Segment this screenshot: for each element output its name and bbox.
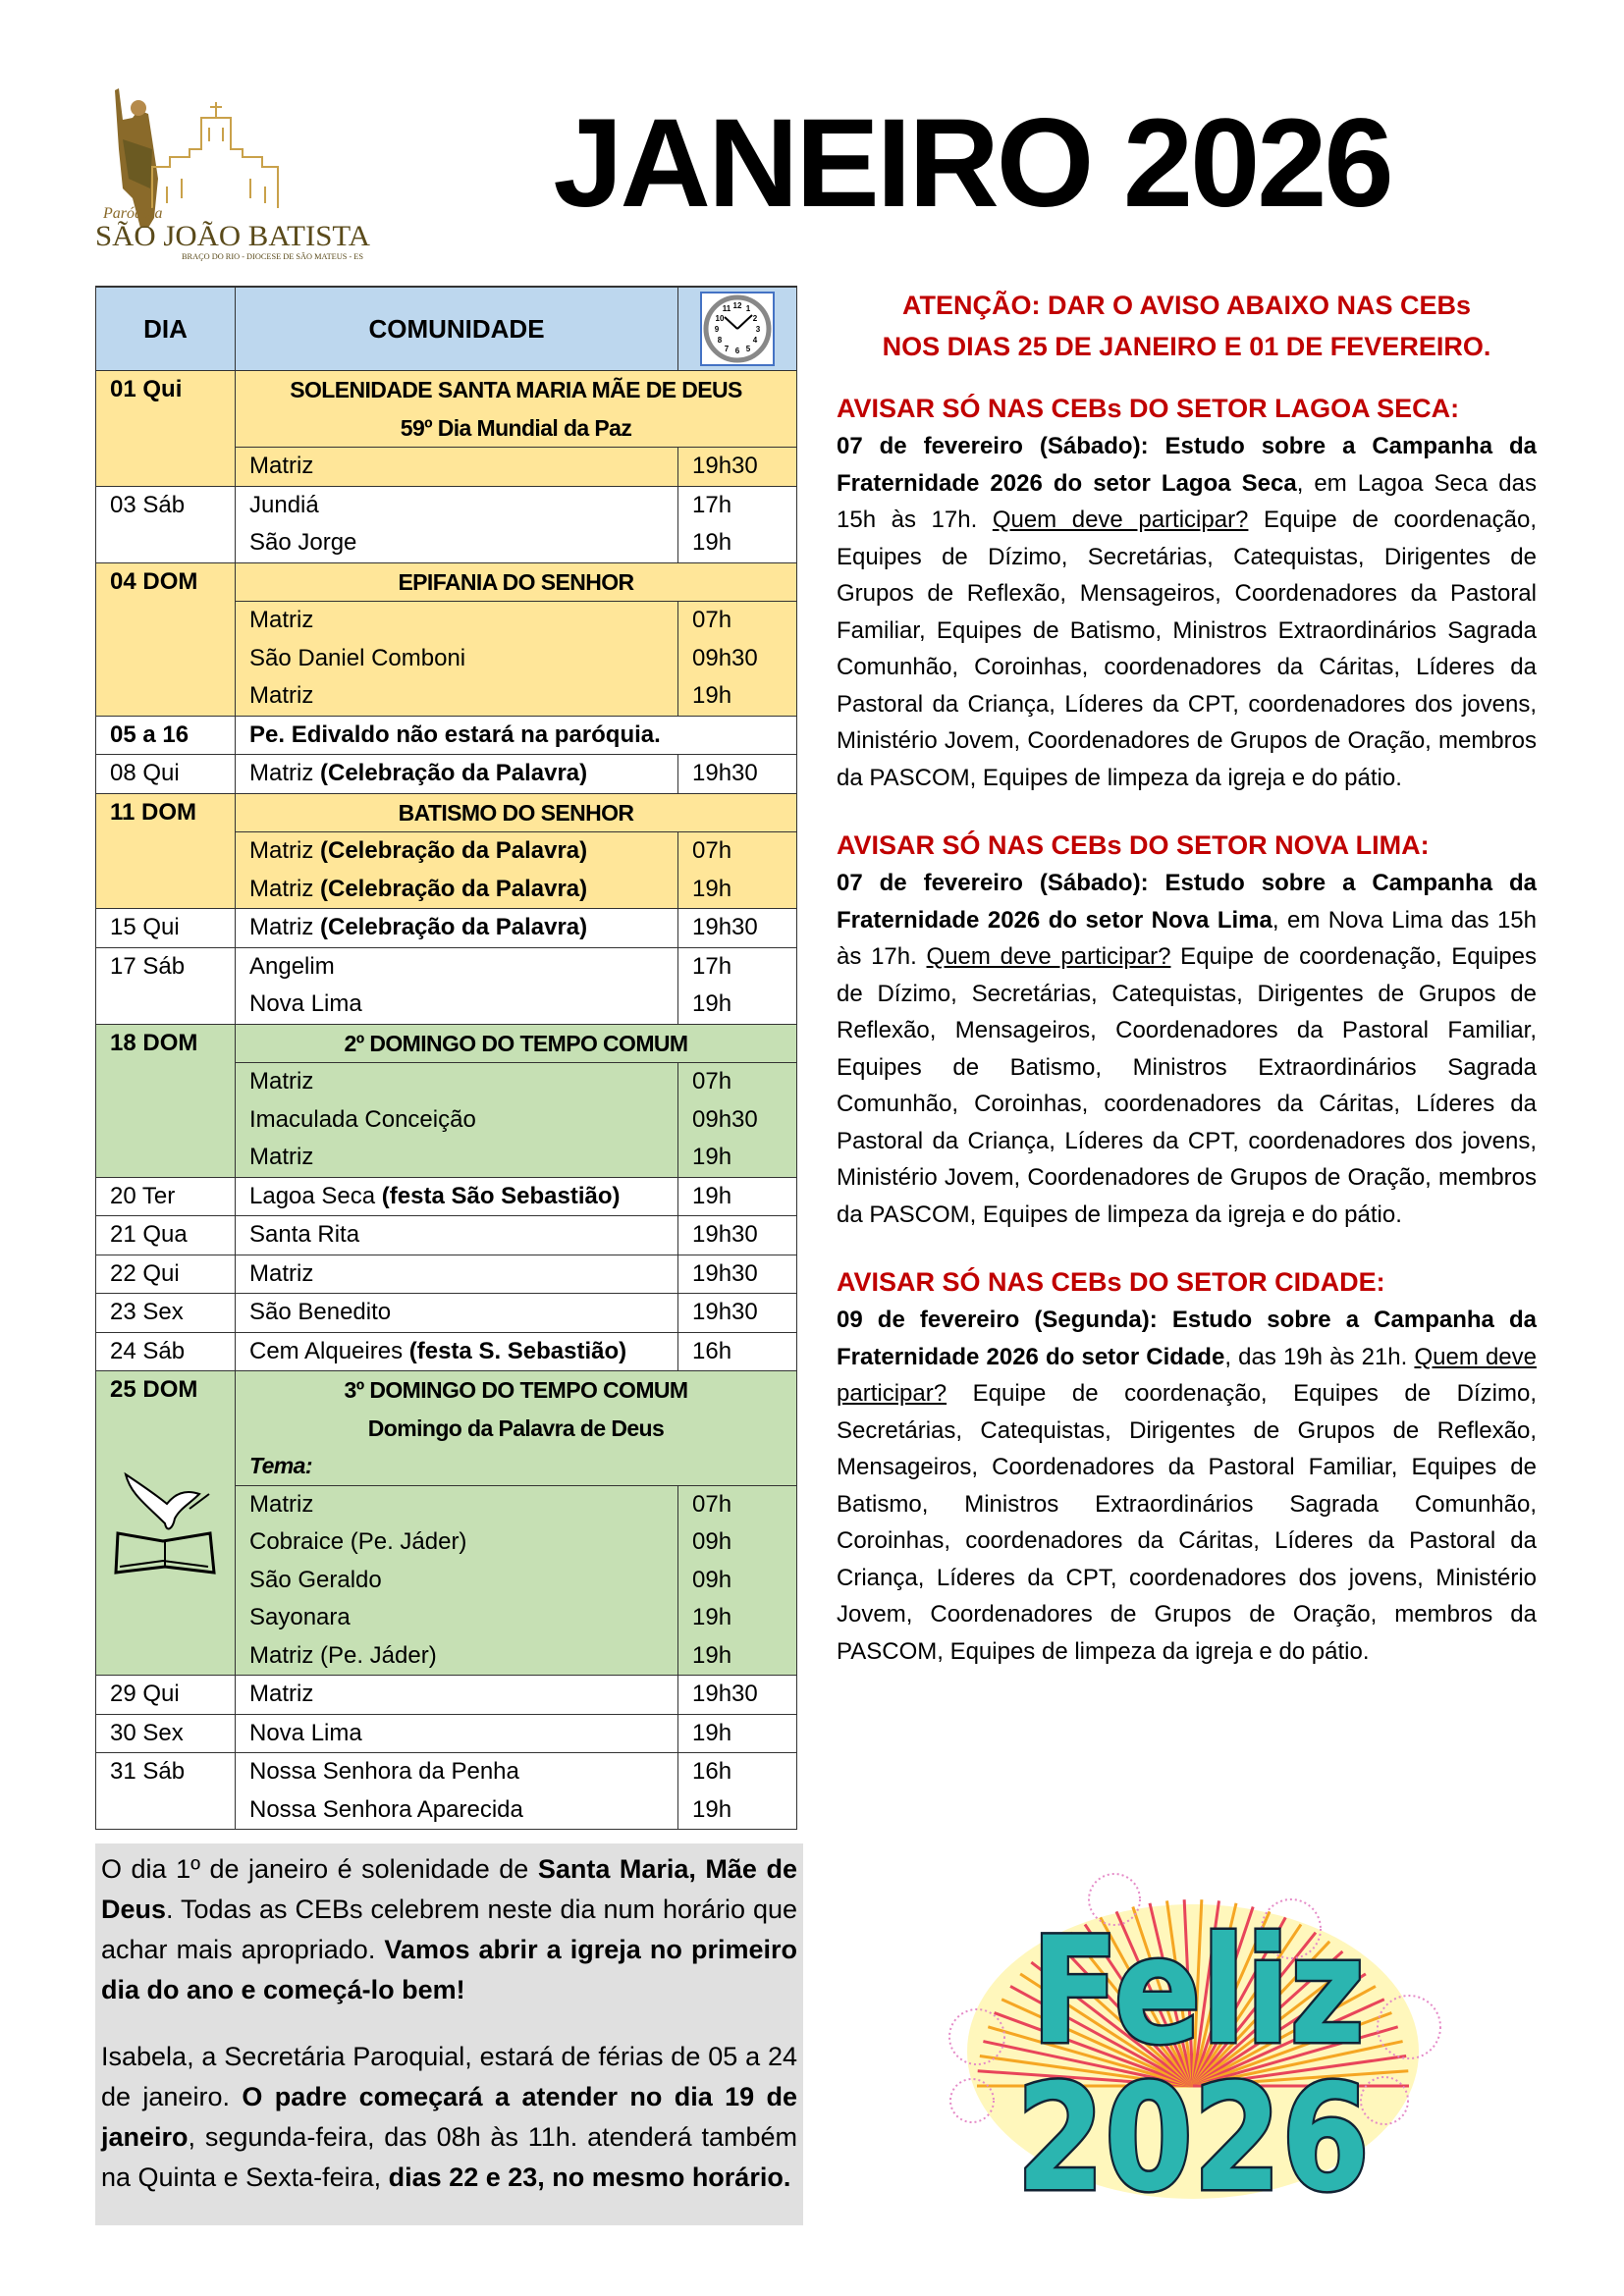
group-heading — [236, 371, 796, 448]
bold-text: 07 de fevereiro (Sábado): Estudo sobre a Campanha da Fraternidade 2026 do setor Lagoa Seca — [837, 433, 1537, 497]
community-name — [236, 487, 678, 525]
link-text: Quem deve participar? — [992, 507, 1249, 533]
community-name — [236, 1676, 678, 1714]
community-label: Nossa Senhora da Penha — [249, 1758, 519, 1785]
schedule-entry — [236, 986, 796, 1024]
mass-time: 19h — [692, 1182, 732, 1209]
group-content — [236, 1371, 796, 1675]
logo-text-paroquia: Paróquia — [103, 205, 163, 222]
text: , em Lagoa Seca das 15h às 17h. — [837, 469, 1537, 533]
group-content — [236, 371, 796, 486]
parish-logo — [93, 80, 373, 267]
greeting-line2: 2026 — [1016, 2054, 1370, 2218]
community-label: São Benedito — [249, 1299, 392, 1325]
community-label: Matriz — [249, 607, 314, 633]
mass-time: 19h — [692, 1719, 732, 1746]
mass-time: 07h — [692, 607, 732, 633]
schedule-entry — [236, 1139, 796, 1177]
community-name — [236, 1486, 678, 1524]
community-note: (festa S. Sebastião) — [408, 1337, 627, 1364]
mass-time: 09h30 — [692, 644, 758, 671]
schedule-group — [96, 1676, 796, 1715]
community-name — [236, 1562, 678, 1600]
text: , das 19h às 21h. — [1224, 1343, 1415, 1370]
group-content — [236, 1216, 796, 1255]
day-label: 29 Qui — [110, 1681, 180, 1707]
group-content — [236, 487, 796, 562]
bold-text: Santa Maria, Mãe de Deus — [101, 1854, 797, 1924]
community-name — [236, 1255, 678, 1294]
community-name — [236, 909, 678, 947]
day-cell — [96, 1255, 236, 1294]
mass-time: 07h — [692, 1068, 732, 1095]
community-label: São Daniel Comboni — [249, 644, 466, 671]
mass-time: 07h — [692, 1490, 732, 1518]
community-label: Matriz — [249, 914, 320, 940]
schedule-group — [96, 1753, 796, 1829]
schedule-entry — [236, 1178, 796, 1216]
logo-text-name: SÃO JOÃO BATISTA — [95, 220, 371, 252]
day-cell — [96, 1333, 236, 1371]
bold-text: O padre começará a atender no dia 19 de janeiro — [101, 2082, 797, 2152]
day-cell — [96, 909, 236, 947]
schedule-entry — [236, 755, 796, 793]
schedule-entry — [236, 1676, 796, 1714]
section-body — [837, 428, 1537, 796]
group-content — [236, 1294, 796, 1332]
community-label: Imaculada Conceição — [249, 1105, 476, 1133]
community-label: Matriz — [249, 1144, 314, 1170]
mass-time: 17h — [692, 952, 732, 980]
attention-line: NOS DIAS 25 DE JANEIRO E 01 DE FEVEREIRO. — [882, 332, 1491, 361]
day-cell — [96, 487, 236, 562]
community-label: São Geraldo — [249, 1566, 382, 1593]
community-name — [236, 871, 678, 909]
day-label: 01 Qui — [110, 376, 183, 402]
schedule-group — [96, 1178, 796, 1217]
schedule-group — [96, 755, 796, 794]
day-cell — [96, 948, 236, 1024]
schedule-entry — [236, 832, 796, 871]
schedule-entry — [236, 1715, 796, 1753]
svg-text:11: 11 — [722, 304, 731, 313]
announcement-section — [837, 826, 1537, 1233]
day-cell — [96, 371, 236, 486]
community-label: Matriz — [249, 875, 320, 902]
schedule-group — [96, 948, 796, 1025]
community-label: Matriz — [249, 1068, 314, 1095]
community-name — [236, 986, 678, 1024]
mass-time: 19h — [692, 1604, 732, 1630]
day-label: 22 Qui — [110, 1259, 180, 1287]
section-body — [837, 865, 1537, 1233]
section-body — [837, 1302, 1537, 1670]
mass-time: 19h30 — [692, 1299, 758, 1325]
community-label: Matriz — [249, 1259, 314, 1287]
community-name — [236, 1753, 678, 1791]
mass-time: 19h30 — [692, 760, 758, 786]
schedule-entry — [236, 1637, 796, 1676]
schedule-entry — [236, 1255, 796, 1294]
svg-text:6: 6 — [734, 347, 740, 355]
schedule-entry — [236, 487, 796, 525]
day-cell — [96, 563, 236, 716]
schedule-header — [96, 288, 796, 371]
group-content — [236, 1333, 796, 1371]
day-label: 08 Qui — [110, 760, 180, 786]
community-label: Cem Alqueires — [249, 1337, 409, 1364]
day-cell — [96, 1294, 236, 1332]
community-name — [236, 677, 678, 716]
announcement-section — [837, 389, 1537, 796]
mass-time: 07h — [692, 837, 732, 864]
svg-text:12: 12 — [732, 301, 742, 310]
day-label: 04 DOM — [110, 567, 198, 595]
day-cell — [96, 1216, 236, 1255]
day-cell — [96, 1715, 236, 1753]
day-label: 20 Ter — [110, 1182, 176, 1209]
day-label: 18 DOM — [110, 1029, 198, 1056]
greeting-line1: Feliz — [1031, 1906, 1365, 2077]
community-label: Sayonara — [249, 1604, 351, 1630]
day-label: 25 DOM — [110, 1376, 198, 1403]
community-name — [236, 1216, 678, 1255]
day-cell — [96, 1676, 236, 1714]
schedule-entry — [236, 1523, 796, 1562]
day-cell — [96, 794, 236, 909]
community-label: Angelim — [249, 952, 335, 980]
header-day: DIA — [96, 288, 236, 370]
schedule-group — [96, 1294, 796, 1333]
schedule-entry — [236, 1294, 796, 1332]
logo-text-diocese: BRAÇO DO RIO - DIOCESE DE SÃO MATEUS - ES — [182, 252, 357, 261]
svg-text:2: 2 — [752, 314, 758, 323]
schedule-entry — [236, 1753, 796, 1791]
group-heading — [236, 1025, 796, 1064]
community-name — [236, 1294, 678, 1332]
community-name — [236, 602, 678, 640]
schedule-entry — [236, 1333, 796, 1371]
schedule-entry — [236, 948, 796, 987]
svg-text:8: 8 — [717, 336, 723, 345]
community-note: (Celebração da Palavra) — [320, 914, 588, 940]
svg-text:9: 9 — [714, 325, 720, 334]
schedule-group — [96, 794, 796, 910]
schedule-entry — [236, 1599, 796, 1637]
notes-box — [95, 1843, 803, 2225]
text: O dia 1º de janeiro é solenidade de — [101, 1854, 538, 1884]
schedule-group — [96, 717, 796, 756]
community-name — [236, 1599, 678, 1637]
announcement-section — [837, 1262, 1537, 1670]
community-label: Matriz — [249, 837, 320, 864]
header-time — [678, 288, 796, 370]
schedule-group — [96, 563, 796, 717]
group-heading — [236, 1371, 796, 1486]
mass-time: 19h — [692, 1641, 732, 1669]
day-label: 15 Qui — [110, 914, 180, 940]
note-paragraph — [101, 2037, 797, 2198]
schedule-entry — [236, 602, 796, 640]
schedule-entry — [236, 871, 796, 909]
community-name — [236, 448, 678, 486]
day-label: 23 Sex — [110, 1299, 184, 1325]
schedule-entry — [236, 1562, 796, 1600]
community-label: São Jorge — [249, 529, 357, 556]
section-heading: AVISAR SÓ NAS CEBs DO SETOR CIDADE: — [837, 1267, 1385, 1297]
full-width-note: Pe. Edivaldo não estará na paróquia. — [249, 721, 661, 748]
group-content — [236, 563, 796, 716]
schedule-entry — [236, 524, 796, 562]
link-text: Quem deve participar? — [837, 1343, 1537, 1407]
celebration-title: 59º Dia Mundial da Paz — [400, 414, 632, 441]
day-cell — [96, 755, 236, 793]
schedule-group — [96, 1371, 796, 1676]
community-note: (festa São Sebastião) — [381, 1182, 621, 1209]
text: Isabela, a Secretária Paroquial, estará de férias de 05 a 24 de janeiro. — [101, 2042, 797, 2111]
mass-time: 19h30 — [692, 914, 758, 940]
schedule-entry — [236, 1216, 796, 1255]
svg-text:3: 3 — [755, 325, 761, 334]
schedule-group — [96, 1255, 796, 1295]
community-note: (Celebração da Palavra) — [320, 760, 588, 786]
group-content — [236, 1178, 796, 1216]
community-label: Cobraice (Pe. Jáder) — [249, 1528, 467, 1555]
day-label: 03 Sáb — [110, 491, 186, 518]
group-content — [236, 717, 796, 755]
mass-time: 19h30 — [692, 1221, 758, 1248]
mass-time: 09h — [692, 1528, 732, 1555]
mass-time: 19h30 — [692, 453, 758, 479]
mass-time: 19h — [692, 1795, 732, 1823]
theme-label: Tema: — [249, 1453, 312, 1478]
svg-text:4: 4 — [752, 336, 758, 345]
community-label: Santa Rita — [249, 1221, 360, 1248]
day-cell — [96, 717, 236, 755]
bold-text: dias 22 e 23, no mesmo horário. — [388, 2163, 791, 2192]
header-community: COMUNIDADE — [236, 288, 678, 370]
schedule-group — [96, 1715, 796, 1754]
community-note: (Celebração da Palavra) — [320, 875, 588, 902]
community-label: Nova Lima — [249, 1719, 362, 1746]
community-label: Lagoa Seca — [249, 1182, 382, 1209]
announcements — [837, 285, 1537, 1699]
community-name — [236, 1139, 678, 1177]
day-cell — [96, 1753, 236, 1829]
schedule-group — [96, 371, 796, 487]
section-heading: AVISAR SÓ NAS CEBs DO SETOR LAGOA SECA: — [837, 394, 1460, 423]
schedule-entry — [236, 1486, 796, 1524]
mass-time: 19h — [692, 875, 732, 902]
group-heading — [236, 794, 796, 833]
mass-time: 19h — [692, 682, 732, 709]
church-outline-icon — [152, 102, 278, 208]
day-cell — [96, 1178, 236, 1216]
celebration-title: 2º DOMINGO DO TEMPO COMUM — [344, 1030, 688, 1056]
community-name — [236, 640, 678, 678]
group-content — [236, 1255, 796, 1294]
attention-line: ATENÇÃO: DAR O AVISO ABAIXO NAS CEBs — [901, 291, 1472, 320]
mass-time: 09h30 — [692, 1105, 758, 1133]
community-label: Matriz — [249, 1681, 314, 1707]
schedule-entry — [236, 448, 796, 486]
mass-time: 16h — [692, 1337, 732, 1364]
link-text: Quem deve participar? — [926, 943, 1171, 970]
bold-text: Vamos abrir a igreja no primeiro dia do ano e começá-lo bem! — [101, 1935, 797, 2004]
community-name — [236, 1101, 678, 1140]
schedule-group — [96, 487, 796, 563]
community-label: Jundiá — [249, 491, 319, 518]
day-label: 21 Qua — [110, 1221, 188, 1248]
day-label: 30 Sex — [110, 1719, 184, 1746]
community-label: Nova Lima — [249, 990, 362, 1017]
celebration-title: EPIFANIA DO SENHOR — [398, 568, 634, 595]
group-content — [236, 909, 796, 947]
schedule-entry — [236, 1791, 796, 1830]
community-name — [236, 1637, 678, 1676]
schedule-entry — [236, 677, 796, 716]
mass-time: 19h30 — [692, 1259, 758, 1287]
group-content — [236, 948, 796, 1024]
group-content — [236, 1025, 796, 1177]
schedule-entry — [236, 640, 796, 678]
community-note: (Celebração da Palavra) — [320, 837, 588, 864]
community-name — [236, 1333, 678, 1371]
schedule-group — [96, 1025, 796, 1178]
svg-text:7: 7 — [724, 345, 730, 353]
celebration-title: SOLENIDADE SANTA MARIA MÃE DE DEUS — [290, 377, 742, 402]
schedule-entry — [236, 1063, 796, 1101]
feliz-2026-image — [918, 1870, 1468, 2218]
text: Equipe de coordenação, Equipes de Dízimo, Secretárias, Catequistas, Dirigentes de Grupos de Reflexão, Mensageiros, Coordenadores da Pastoral Familiar, Equipes de Batismo, Ministros Extraordinários Sagrada Comunhão, Coroinhas, coordenadores da Cáritas, Líderes da Pastoral da Criança, Líderes da CPT, coordenadores dos jovens, Ministério Jovem, Coordenadores de Grupos de Oração, membros da PASCOM, Equipes de limpeza da igreja e do pátio. — [837, 943, 1537, 1228]
community-label: Nossa Senhora Aparecida — [249, 1795, 523, 1823]
mass-time: 19h — [692, 1144, 732, 1170]
group-content — [236, 755, 796, 793]
community-label: Matriz (Pe. Jáder) — [249, 1641, 437, 1669]
day-cell — [96, 1025, 236, 1177]
schedule-group — [96, 1216, 796, 1255]
text: . Todas as CEBs celebrem neste dia num horário que achar mais apropriado. — [101, 1895, 797, 1964]
text: Equipe de coordenação, Equipes de Dízimo, Secretárias, Catequistas, Dirigentes de Grupos de Reflexão, Mensageiros, Coordenadores da Pastoral Familiar, Equipes de Batismo, Ministros Extraordinários Sagrada Comunhão, Coroinhas, coordenadores da Cáritas, Líderes da Pastoral da Criança, Líderes da CPT, coordenadores dos jovens, Ministério Jovem, Coordenadores de Grupos de Oração, membros da PASCOM, Equipes de limpeza da igreja e do pátio. — [837, 507, 1537, 791]
celebration-title: 3º DOMINGO DO TEMPO COMUM — [344, 1377, 688, 1403]
schedule-entry — [236, 1101, 796, 1140]
attention-notice — [837, 285, 1537, 367]
day-label: 24 Sáb — [110, 1337, 186, 1364]
mass-time: 19h — [692, 529, 732, 556]
group-content — [236, 1753, 796, 1829]
mass-time: 16h — [692, 1758, 732, 1785]
community-name — [236, 832, 678, 871]
community-name — [236, 1523, 678, 1562]
dove-bible-icon — [106, 1465, 224, 1582]
bold-text: 09 de fevereiro (Segunda): Estudo sobre a Campanha da Fraternidade 2026 do setor Cidade — [837, 1307, 1537, 1370]
svg-text:5: 5 — [745, 345, 751, 353]
community-name — [236, 1178, 678, 1216]
day-label: 05 a 16 — [110, 721, 189, 748]
section-heading: AVISAR SÓ NAS CEBs DO SETOR NOVA LIMA: — [837, 830, 1430, 860]
celebration-title: Domingo da Palavra de Deus — [367, 1415, 665, 1441]
celebration-title: BATISMO DO SENHOR — [398, 799, 634, 826]
page-title: JANEIRO 2026 — [553, 93, 1391, 234]
mass-time: 19h30 — [692, 1681, 758, 1707]
day-label: 11 DOM — [110, 798, 197, 826]
svg-text:1: 1 — [745, 304, 751, 313]
schedule-group — [96, 1333, 796, 1372]
group-heading — [236, 563, 796, 603]
mass-time: 09h — [692, 1566, 732, 1593]
text: , em Nova Lima das 15h às 17h. — [837, 906, 1537, 970]
community-label: Matriz — [249, 760, 320, 786]
mass-time: 17h — [692, 491, 732, 518]
group-content — [236, 1715, 796, 1753]
group-content — [236, 1676, 796, 1714]
mass-time: 19h — [692, 990, 732, 1017]
community-name — [236, 1715, 678, 1753]
community-name — [236, 524, 678, 562]
clock-icon — [700, 292, 775, 366]
bold-text: 07 de fevereiro (Sábado): Estudo sobre a Campanha da Fraternidade 2026 do setor Nova Lima — [837, 870, 1537, 934]
community-label: Matriz — [249, 453, 314, 479]
community-name — [236, 755, 678, 793]
schedule-table — [95, 286, 797, 1830]
note-paragraph — [101, 1849, 797, 2010]
text: , segunda-feira, das 08h às 11h. atenderá também na Quinta e Sexta-feira, — [101, 2122, 797, 2192]
day-label: 31 Sáb — [110, 1758, 186, 1785]
community-label: Matriz — [249, 1490, 314, 1518]
schedule-group — [96, 909, 796, 948]
community-name — [236, 948, 678, 987]
svg-text:10: 10 — [715, 314, 725, 323]
group-content — [236, 794, 796, 909]
text: Equipe de coordenação, Equipes de Dízimo, Secretárias, Catequistas, Dirigentes de Grupos de Reflexão, Mensageiros, Coordenadores da Pastoral Familiar, Equipes de Batismo, Ministros Extraordinários Sagrada Comunhão, Coroinhas, coordenadores da Cáritas, Líderes da Pastoral da Criança, Líderes da CPT, coordenadores dos jovens, Ministério Jovem, Coordenadores de Grupos de Oração, membros da PASCOM, Equipes de limpeza da igreja e do pátio. — [837, 1380, 1537, 1665]
community-name — [236, 1063, 678, 1101]
community-label: Matriz — [249, 682, 314, 709]
day-cell — [96, 1371, 236, 1675]
schedule-entry — [236, 909, 796, 947]
day-label: 17 Sáb — [110, 952, 186, 980]
community-name — [236, 1791, 678, 1830]
